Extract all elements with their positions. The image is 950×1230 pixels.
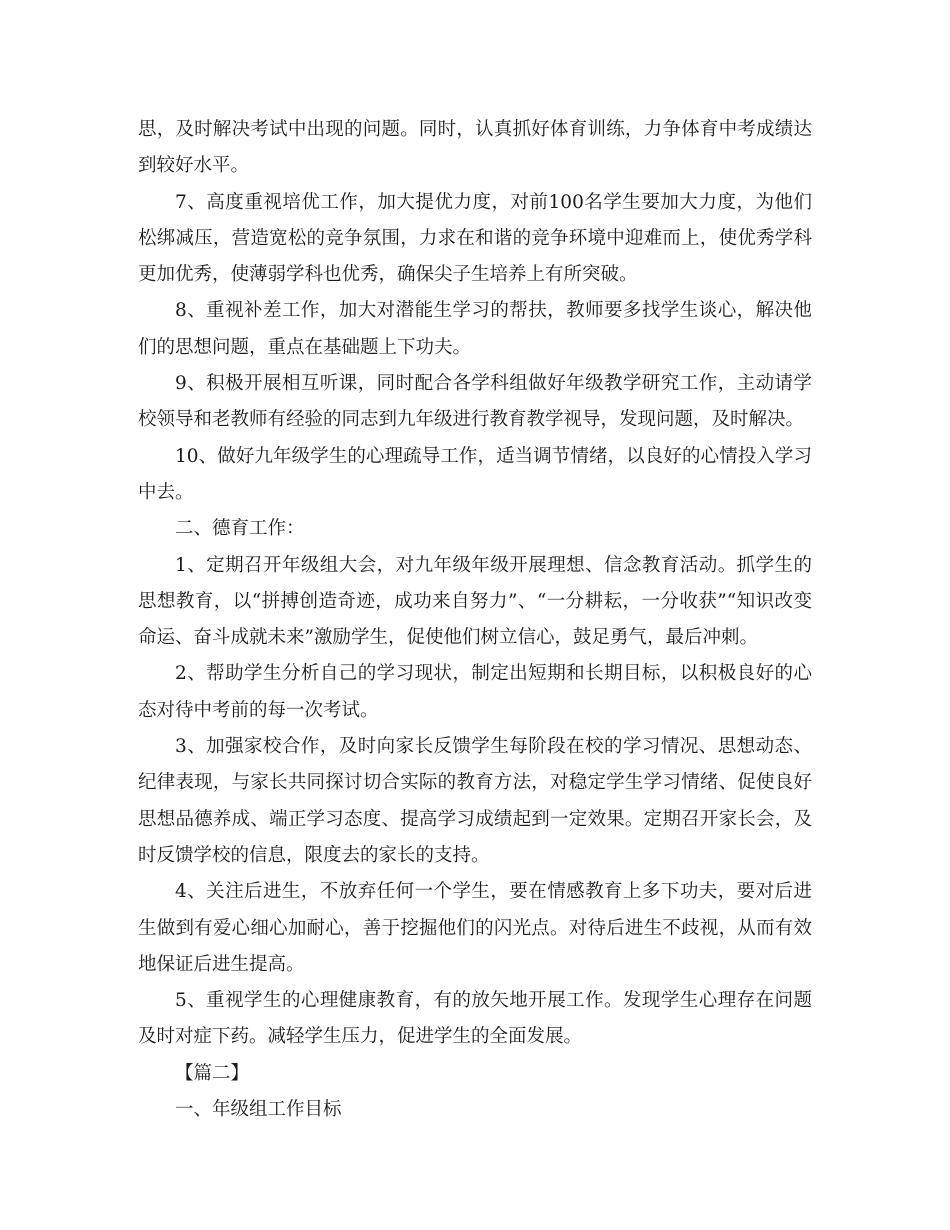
section-heading-part-two: 【篇二】 (175, 1062, 250, 1084)
document-body (138, 112, 812, 1128)
paragraph-9: 3、加强家校合作，及时向家长反馈学生每阶段在校的学习情况、思想动态、纪律表现，与家长共同探讨切合实际的教育方法，对稳定学生学习情绪、促使良好思想品德养成、端正学习态度、提高学习成绩起到一定效果。定期召开家长会，及时反馈学校的信息，限度去的家长的支持。 (138, 736, 812, 866)
paragraph-2: 7、高度重视培优工作，加大提优力度，对前100名学生要加大力度，为他们松绑减压，营造宽松的竞争氛围，力求在和谐的竞争环境中迎难而上，使优秀学科更加优秀，使薄弱学科也优秀，确保尖子生培养上有所突破。 (138, 191, 812, 286)
paragraph-7: 1、定期召开年级组大会，对九年级年级开展理想、信念教育活动。抓学生的思想教育，以“拼搏创造奇迹，成功来自努力”、“一分耕耘，一分收获”“知识改变命运、奋斗成就未来”激励学生，促使他们树立信心，鼓足勇气，最后冲刺。 (138, 554, 812, 649)
paragraph-4: 9、积极开展相互听课，同时配合各学科组做好年级教学研究工作，主动请学校领导和老教师有经验的同志到九年级进行教育教学视导，发现问题，及时解决。 (138, 373, 812, 431)
paragraph-8: 2、帮助学生分析自己的学习现状，制定出短期和长期目标，以积极良好的心态对待中考前的每一次考试。 (138, 663, 812, 721)
section-heading-moral-education: 二、德育工作： (175, 518, 305, 540)
paragraph-3: 8、重视补差工作，加大对潜能生学习的帮扶，教师要多找学生谈心，解决他们的思想问题，重点在基础题上下功夫。 (138, 300, 812, 358)
paragraph-11: 5、重视学生的心理健康教育，有的放矢地开展工作。发现学生心理存在问题及时对症下药。减轻学生压力，促进学生的全面发展。 (138, 990, 812, 1048)
section-heading-work-goals: 一、年级组工作目标 (175, 1099, 342, 1121)
paragraph-1: 思，及时解决考试中出现的问题。同时，认真抓好体育训练，力争体育中考成绩达到较好水平。 (138, 119, 812, 177)
paragraph-10: 4、关注后进生，不放弃任何一个学生，要在情感教育上多下功夫，要对后进生做到有爱心细心加耐心，善于挖掘他们的闪光点。对待后进生不歧视，从而有效地保证后进生提高。 (138, 881, 812, 975)
paragraph-5: 10、做好九年级学生的心理疏导工作，适当调节情绪，以良好的心情投入学习中去。 (138, 445, 812, 503)
